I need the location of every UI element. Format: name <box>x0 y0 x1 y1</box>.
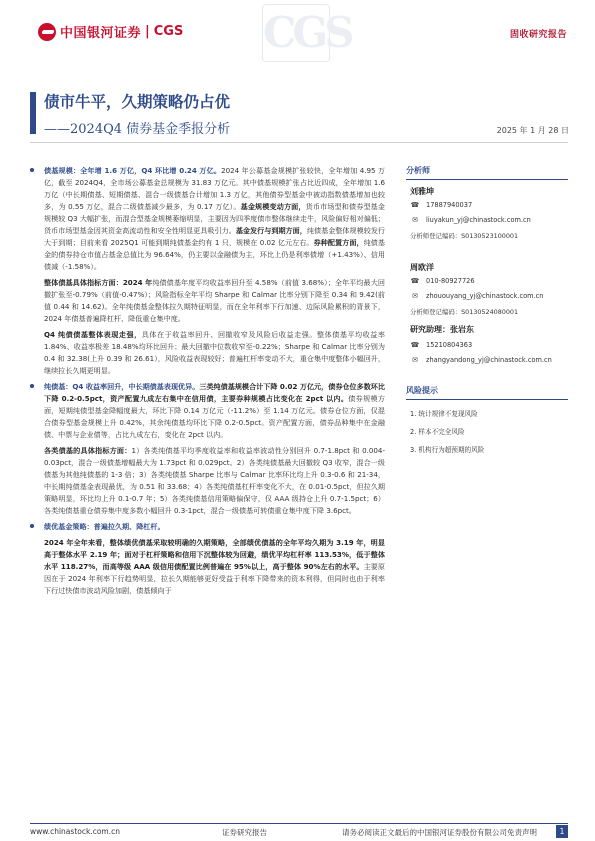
email-icon: ✉ <box>412 292 418 300</box>
para-text: 货币市场型和债券型基金规模较 Q3 大幅扩张，而混合型基金规模萎缩明显，主要因为四季度债市整体继续走牛，风险偏好相对偏低；货币市场型基金因其资金高流动性和安全性明显更具吸引力。 <box>44 202 386 235</box>
risk-item: 1. 统计规律不复现风险 <box>410 410 478 418</box>
para-bold: Q4 纯债债基整体表现走强， <box>44 330 142 339</box>
para-text: 主要原因在于 2024 年利率下行趋势明显，拉长久期能够更好受益于利率下降带来的资本利得，但同时也由于利率下行过快债市波动风险加剧，债基倾向于 <box>44 562 385 595</box>
risk-item: 3. 机构行为超预期的风险 <box>410 446 485 454</box>
analyst-registration: 分析师登记编码：S0130524080001 <box>410 308 519 316</box>
para-text: 具体在于收益率回升、回撤收窄及风险后收益走强。整体债基平均收益率 1.84%、收益率极差 18.48%均环比回升；最大回撤中位数收窄至-0.22%；Sharpe 和 Calmar 比率分别为 0.4 和 32.38(上升 0.39 和 26.61），风险收益表现较好；普遍杠杆率变动不大，重仓集中度整体小幅回升，继续拉长久期更明显。 <box>44 330 386 375</box>
bullet-icon <box>30 168 34 172</box>
para-text: 纯债基金整体规模较发行大于到期；目前来看 2025Q1 可能到期纯债基金约有 1 只，规模在 0.02 亿元左右。 <box>44 226 386 247</box>
para-lead: 纯债基：Q4 收益率回升，中长期债基表现优异。 <box>44 382 200 391</box>
research-assistant: 研究助理：张岩东 <box>410 325 474 334</box>
footer-website-link[interactable]: www.chinastock.com.cn <box>30 827 120 836</box>
phone-number: 15210804363 <box>426 341 473 349</box>
para-text: 2024 年公募基金规模扩张较快，全年增加 4.95 万亿，截至 2024Q4，全市场公募基金总规模为 31.83 万亿元。其中债基规模扩张占比近四成，全年增加 1.6 万亿（中长期债基、短期债基、混合一级债基合计增加 1.3 万亿，其他债券型基金中被动指数债基增加也较多，为 0.55 万亿，混合二级债基减少最多，为 0.17 万亿）。 <box>44 166 385 211</box>
analyst-email <box>410 216 568 225</box>
risk-item: 2. 样本不完全风险 <box>410 428 465 436</box>
phone-icon: ☎ <box>410 277 420 285</box>
para-bold: 券种配置方面， <box>313 238 364 247</box>
analyst-registration: 分析师登记编码：S0130523100001 <box>410 232 519 240</box>
assistant-email <box>410 356 568 365</box>
logo-mark-icon <box>38 23 56 41</box>
page-number: 1 <box>556 825 568 838</box>
para-bold: 三类纯债基规模合计下降 0.02 万亿元，债券仓位多数环比下降 0.2-0.5pct，资产配置九成左右集中在信用债，主要券种规模占比变化在 2pct 以内。 <box>44 382 385 403</box>
logo-text-cn: 中国银河证券 <box>60 26 142 41</box>
para-bold: 基金规模变动方面， <box>240 202 306 211</box>
title-divider <box>30 142 568 143</box>
email-link[interactable]: liuyakun_yj@chinastock.com.cn <box>426 216 531 224</box>
paragraph-overall-indicators <box>44 277 385 325</box>
report-title: 债市牛平，久期策略仍占优 <box>44 92 231 111</box>
para-bold: 基金发行与到期方面， <box>235 226 307 235</box>
para-text: 1）各类纯债基平均季度收益率和收益率波动性分别回升 0.7-1.8pct 和 0.004-0.03pct，混合一级债基增幅最大为 1.73pct 和 0.029pct。2）各类纯债基最大回撤较 Q3 收窄，混合一级债基为其他纯债基的 1-3 倍；3）各类纯债基 Sharpe 比率与 Calmar 比率环比均上升 0.3-0.6 和 21-34，中长期纯债基金表现最优，为 0.51 和 33.68；4）各类纯债基杠杆率变化不大，在 0.01-0.5pct，但拉久期策略明显，环比均上升 0.1-0.7 年；5）各类纯债基信用策略偏保守，仅 AAA 级持仓上升 0.7-1.5pct；6）各类纯债基重仓债券集中度多数小幅回升 0.3-1pct，混合一级债基可转债重仓集中度下降 3.6pct。 <box>44 446 386 515</box>
analyst-phone <box>410 277 568 286</box>
paragraph-top-fund-detail <box>44 537 385 597</box>
email-icon: ✉ <box>412 216 418 224</box>
para-bold: 整体债基具体指标方面：2024 年 <box>44 278 153 287</box>
phone-number: 17887940037 <box>426 201 473 209</box>
email-link[interactable]: zhangyandong_yj@chinastock.com.cn <box>426 356 552 364</box>
bullet-icon <box>30 524 34 528</box>
report-subtitle: ——2024Q4 债券基金季报分析 <box>44 122 231 137</box>
company-logo <box>38 22 183 41</box>
bullet-icon <box>30 384 34 388</box>
email-link[interactable]: zhououyang_yj@chinastock.com.cn <box>426 292 544 300</box>
para-bold: 2024 年全年来看，整体绩优债基采取较明确的久期策略，全部绩优债基的全年平均久期为 3.19 年，明显高于整体水平 2.19 年；面对于杠杆策略和信用下沉整体较为回避，绩优平均杠杆率 113.53%，低于整体水平 118.27%，而高等级 AAA 级信用债配置比例普遍在 95%以上，高于整体 90%左右的水平。 <box>44 538 385 571</box>
para-bold: 各类债基的具体指标方面： <box>44 446 132 455</box>
sidebar <box>406 165 568 454</box>
para-lead: 绩优基金策略：普遍拉久期、降杠杆。 <box>44 522 165 531</box>
header-watermark: CGS <box>262 4 330 62</box>
page-header <box>0 0 595 62</box>
paragraph-pure-bond-funds <box>44 381 385 441</box>
para-text: 纯债债基年度平均收益率回升至 4.58%（前值 3.68%）；全年平均最大回撤扩张至-0.79%（前值-0.47%）；风险指标全年平均 Sharpe 和 Calmar 比率分别下降至 0.34 和 9.42(前值 0.44 和 14.62)。全年纯债基金整体拉久期特征明显，而在全年利率下行加速、边际风险累积的背景下，2024 年债基普遍降杠杆、降低重仓集中度。 <box>44 278 385 323</box>
analyst-section-heading: 分析师 <box>406 165 568 180</box>
risk-section-heading: 风险提示 <box>406 385 568 400</box>
footer-disclaimer: 请务必阅读正文最后的中国银河证券股份有限公司免责声明 <box>342 828 537 837</box>
title-accent-bar <box>30 92 36 134</box>
phone-icon: ☎ <box>410 201 420 209</box>
report-type-label: 固收研究报告 <box>509 30 567 40</box>
report-date: 2025 年 1 月 28 日 <box>496 126 569 135</box>
footer-doc-type: 证券研究报告 <box>222 828 267 837</box>
analyst-email <box>410 292 568 301</box>
footer-divider <box>30 823 568 824</box>
paragraph-top-fund-strategy <box>44 521 385 533</box>
paragraph-q4-performance <box>44 329 385 377</box>
assistant-phone <box>410 341 568 350</box>
phone-icon: ☎ <box>410 341 420 349</box>
analyst-name: 周欧洋 <box>410 263 434 272</box>
email-icon: ✉ <box>412 356 418 364</box>
logo-separator: | <box>145 24 150 39</box>
main-content <box>44 165 385 601</box>
para-text: 债券规模方面，短期纯债型基金降幅度最大，环比下降 0.14 万亿元（-11.2%）至 1.14 万亿元。债券仓位方面，仅混合债券型基金规模上升 0.42%，其余纯债基均环比下降 0.2-0.5pct。资产配置方面，债券品种集中在金融债、中票与企业债等，占比九成左右，变化在 2pct 以内。 <box>44 394 385 439</box>
analyst-name: 刘雅坤 <box>410 187 434 196</box>
paragraph-bond-fund-scale <box>44 165 385 273</box>
analyst-phone <box>410 201 568 210</box>
phone-number: 010-80927726 <box>426 277 475 285</box>
paragraph-fund-type-indicators <box>44 445 385 517</box>
para-text: 纯债基金的债券持仓市值占基金总值比为 96.64%，仍主要以金融债为主，环比上仍是利率债增（+1.43%）、信用债减（-1.58%）。 <box>44 238 385 271</box>
logo-text-en: CGS <box>153 24 184 39</box>
para-lead: 债基规模：全年增 1.6 万亿，Q4 环比增 0.24 万亿。 <box>44 166 222 175</box>
